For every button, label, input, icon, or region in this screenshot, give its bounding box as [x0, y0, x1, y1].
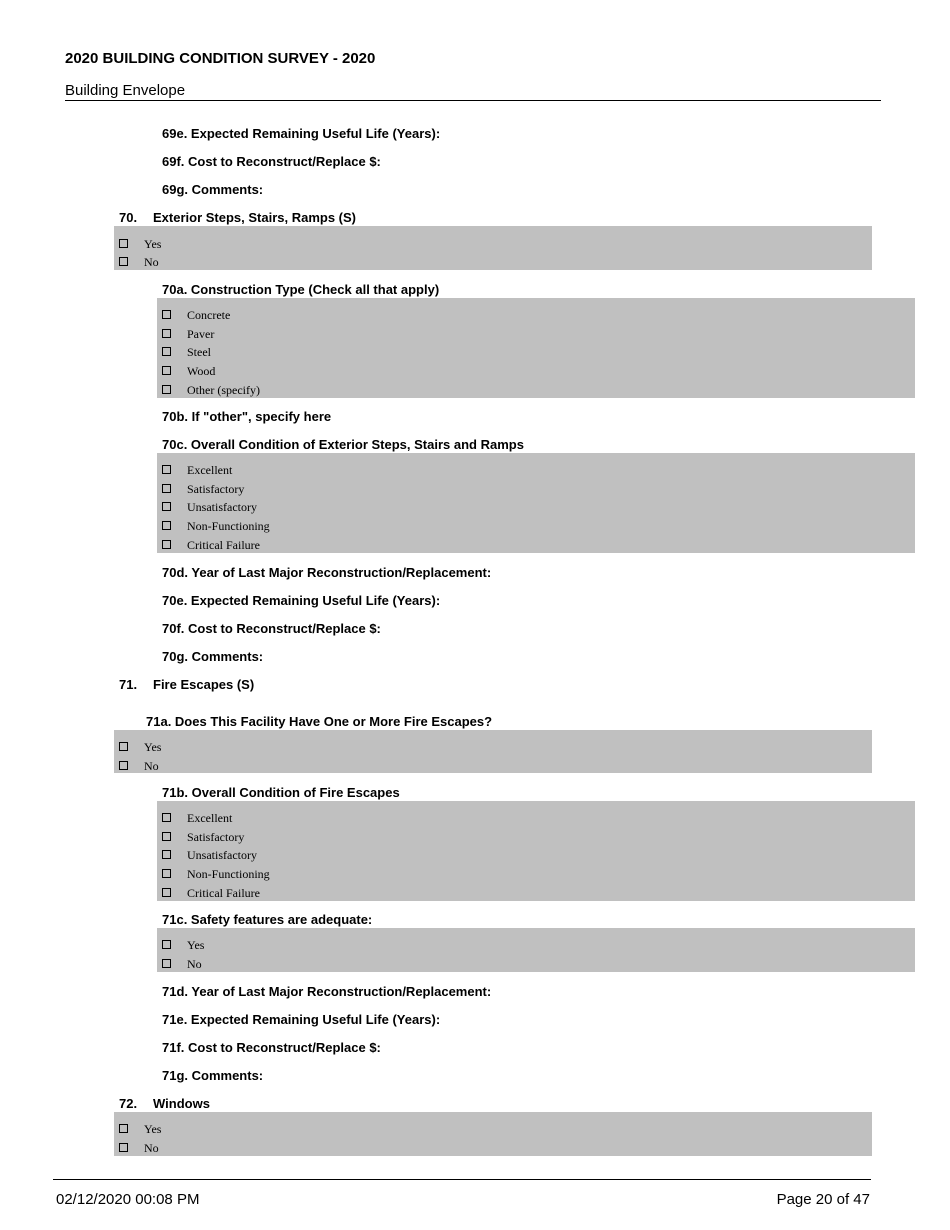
- question-71a: 71a. Does This Facility Have One or More Fire Escapes?: [146, 714, 493, 729]
- question-72-number: 72.: [119, 1096, 138, 1111]
- question-71d: 71d. Year of Last Major Reconstruction/Replacement:: [162, 984, 492, 999]
- question-69g: 69g. Comments:: [162, 182, 264, 197]
- checkbox[interactable]: [119, 742, 128, 751]
- checkbox[interactable]: [162, 347, 171, 356]
- footer-divider: [53, 1179, 871, 1180]
- question-72: [119, 1096, 210, 1111]
- document-title: 2020 BUILDING CONDITION SURVEY - 2020: [65, 50, 376, 67]
- question-70-options: Yes No: [114, 226, 872, 270]
- checkbox[interactable]: [162, 521, 171, 530]
- question-70: [119, 210, 356, 225]
- question-71c-options: Yes No: [157, 928, 915, 972]
- question-71a-options: Yes No: [114, 730, 872, 773]
- question-70a: 70a. Construction Type (Check all that apply): [162, 282, 440, 297]
- checkbox[interactable]: [162, 940, 171, 949]
- checkbox[interactable]: [162, 484, 171, 493]
- question-70f: 70f. Cost to Reconstruct/Replace $:: [162, 621, 381, 636]
- checkbox[interactable]: [162, 813, 171, 822]
- question-71-label: Fire Escapes (S): [153, 677, 255, 692]
- question-71c: 71c. Safety features are adequate:: [162, 912, 373, 927]
- footer-page-number: Page 20 of 47: [776, 1191, 870, 1208]
- question-70-label: Exterior Steps, Stairs, Ramps (S): [153, 210, 357, 225]
- header-divider: [65, 100, 881, 101]
- checkbox[interactable]: [162, 540, 171, 549]
- question-70e: 70e. Expected Remaining Useful Life (Years):: [162, 593, 441, 608]
- question-71: [119, 677, 254, 692]
- checkbox[interactable]: [119, 1124, 128, 1133]
- checkbox[interactable]: [162, 869, 171, 878]
- checkbox[interactable]: [162, 385, 171, 394]
- checkbox[interactable]: [162, 465, 171, 474]
- checkbox[interactable]: [162, 888, 171, 897]
- question-70b: 70b. If "other", specify here: [162, 409, 332, 424]
- question-71b: 71b. Overall Condition of Fire Escapes: [162, 785, 400, 800]
- checkbox[interactable]: [119, 257, 128, 266]
- question-71b-options: Excellent Satisfactory Unsatisfactory Non-Functioning Critical Failure: [157, 801, 915, 901]
- section-name: Building Envelope: [65, 82, 186, 99]
- question-71g: 71g. Comments:: [162, 1068, 264, 1083]
- checkbox[interactable]: [162, 366, 171, 375]
- question-69f: 69f. Cost to Reconstruct/Replace $:: [162, 154, 381, 169]
- question-70c: 70c. Overall Condition of Exterior Steps, Stairs and Ramps: [162, 437, 524, 452]
- checkbox[interactable]: [162, 502, 171, 511]
- question-72-options: Yes No: [114, 1112, 872, 1156]
- footer-timestamp: 02/12/2020 00:08 PM: [56, 1191, 200, 1208]
- question-71-number: 71.: [119, 677, 138, 692]
- checkbox[interactable]: [162, 329, 171, 338]
- question-69e: 69e. Expected Remaining Useful Life (Years):: [162, 126, 441, 141]
- checkbox[interactable]: [162, 832, 171, 841]
- question-70-number: 70.: [119, 210, 138, 225]
- question-70d: 70d. Year of Last Major Reconstruction/Replacement:: [162, 565, 492, 580]
- question-71e: 71e. Expected Remaining Useful Life (Years):: [162, 1012, 441, 1027]
- checkbox[interactable]: [162, 959, 171, 968]
- question-72-label: Windows: [153, 1096, 210, 1111]
- question-70g: 70g. Comments:: [162, 649, 264, 664]
- checkbox[interactable]: [119, 239, 128, 248]
- checkbox[interactable]: [119, 761, 128, 770]
- question-70a-options: Concrete Paver Steel Wood Other (specify): [157, 298, 915, 398]
- checkbox[interactable]: [162, 850, 171, 859]
- checkbox[interactable]: [162, 310, 171, 319]
- question-70c-options: Excellent Satisfactory Unsatisfactory Non-Functioning Critical Failure: [157, 453, 915, 553]
- checkbox[interactable]: [119, 1143, 128, 1152]
- question-71f: 71f. Cost to Reconstruct/Replace $:: [162, 1040, 381, 1055]
